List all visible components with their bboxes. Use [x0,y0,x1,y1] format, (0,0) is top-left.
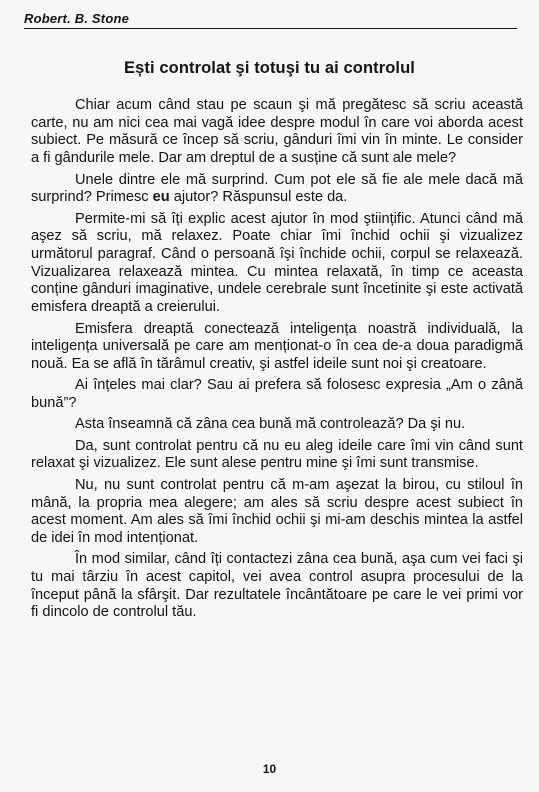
paragraph-7: Da, sunt controlat pentru că nu eu aleg ideile care îmi vin când sunt relaxat şi vizualizez. Ele sunt alese pentru mine şi îmi sunt transmise. [31,437,523,472]
emphasized-word: eu [152,189,170,206]
chapter-title: Ești controlat şi totuşi tu ai controlul [124,59,415,77]
paragraph-6: Asta înseamnă că zâna cea bună mă controlează? Da şi nu. [75,416,466,433]
paragraph-4: Emisfera dreaptă conectează inteligența noastră individuală, la inteligența universală pe care am menționat-o în cea de-a doua paradigmă nouă. Ea se află în tărâmul creativ, şi astfel ideile sunt noi şi creatoare. [31,320,523,372]
running-header-author: Robert. B. Stone [24,11,130,26]
paragraph-3: Permite-mi să îți explic acest ajutor în mod ştiințific. Atunci când mă aşez să scriu, mă relaxez. Poate chiar îmi închid ochii şi vizualizez următorul paragraf. Când o persoană îşi închide ochii, corpul se relaxează. Vizualizarea relaxează mintea. Cu mintea relaxată, în timp ce aceasta conține gânduri imaginative, undele cerebrale sunt încetinite şi este activată emisfera dreaptă a creierului. [31,210,523,316]
paragraph-5: Ai înțeles mai clar? Sau ai prefera să folosesc expresia „Am o zână bună”? [31,377,523,411]
header-rule [24,28,517,29]
page-number: 10 [262,762,277,776]
paragraph-8: Nu, nu sunt controlat pentru că m-am aşezat la birou, cu stiloul în mână, la propria mea alegere; am ales să scriu despre acest subiect în acest moment. Am ales să îmi închid ochii şi mi-am deschis mintea la astfel de idei în mod intenționat. [31,476,523,546]
paragraph-1: Chiar acum când stau pe scaun şi mă pregătesc să scriu această carte, nu am nici cea mai vagă idee despre modul în care voi aborda acest subiect. Pe măsură ce încep să scriu, gânduri îmi vin în minte. Le consider a fi gândurile mele. Dar am dreptul de a susține că sunt ale mele? [31,97,523,167]
paragraph-2: Unele dintre ele mă surprind. Cum pot ele să fie ale mele dacă mă surprind? Primesc eu ajutor? Răspunsul este da. [31,171,523,206]
paragraph-9: În mod similar, când îți contactezi zâna cea bună, aşa cum vei faci şi tu mai târziu în acest capitol, vei avea control asupra procesului de la început până la sfârşit. Dar rezultatele încântătoare pe care le vei primi vor fi dincolo de controlul tău. [31,551,523,621]
body-text [31,97,523,626]
